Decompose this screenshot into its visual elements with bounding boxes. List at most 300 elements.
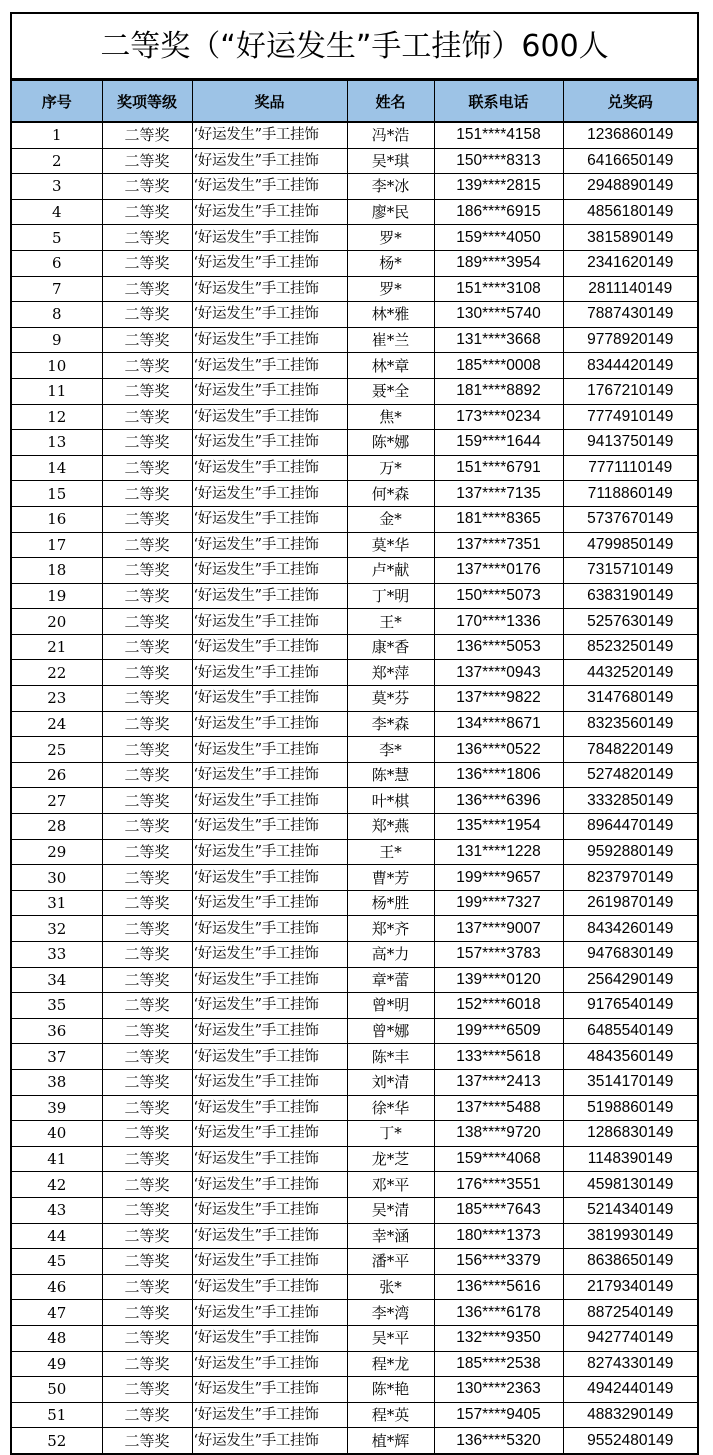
cell-index: 9 xyxy=(12,327,102,353)
cell-name: 曹*芳 xyxy=(347,865,434,891)
cell-index: 2 xyxy=(12,148,102,174)
cell-index: 10 xyxy=(12,353,102,379)
cell-index: 47 xyxy=(12,1300,102,1326)
cell-redeem-code: 5198860149 xyxy=(563,1095,697,1121)
table-row xyxy=(12,865,697,891)
cell-prize: ‘好运发生”手工挂饰 xyxy=(192,532,347,558)
cell-name: 陈*娜 xyxy=(347,430,434,456)
cell-redeem-code: 5257630149 xyxy=(563,609,697,635)
cell-index: 20 xyxy=(12,609,102,635)
cell-index: 5 xyxy=(12,225,102,251)
table-row xyxy=(12,506,697,532)
cell-prize-level: 二等奖 xyxy=(102,1377,192,1403)
table-row xyxy=(12,583,697,609)
cell-prize-level: 二等奖 xyxy=(102,481,192,507)
cell-redeem-code: 8344420149 xyxy=(563,353,697,379)
cell-prize: ‘好运发生”手工挂饰 xyxy=(192,1172,347,1198)
cell-prize: ‘好运发生”手工挂饰 xyxy=(192,250,347,276)
cell-phone: 134****8671 xyxy=(434,711,563,737)
cell-name: 冯*浩 xyxy=(347,122,434,148)
cell-redeem-code: 9552480149 xyxy=(563,1428,697,1453)
cell-redeem-code: 3332850149 xyxy=(563,788,697,814)
cell-redeem-code: 8872540149 xyxy=(563,1300,697,1326)
cell-prize-level: 二等奖 xyxy=(102,353,192,379)
cell-phone: 181****8892 xyxy=(434,378,563,404)
cell-index: 4 xyxy=(12,199,102,225)
cell-index: 14 xyxy=(12,455,102,481)
cell-name: 聂*全 xyxy=(347,378,434,404)
cell-prize-level: 二等奖 xyxy=(102,609,192,635)
cell-index: 45 xyxy=(12,1249,102,1275)
cell-prize: ‘好运发生”手工挂饰 xyxy=(192,634,347,660)
table-row xyxy=(12,1325,697,1351)
cell-redeem-code: 4856180149 xyxy=(563,199,697,225)
cell-phone: 186****6915 xyxy=(434,199,563,225)
cell-prize: ‘好运发生”手工挂饰 xyxy=(192,890,347,916)
cell-index: 24 xyxy=(12,711,102,737)
table-row xyxy=(12,1428,697,1453)
cell-name: 曾*明 xyxy=(347,993,434,1019)
cell-redeem-code: 4843560149 xyxy=(563,1044,697,1070)
cell-prize-level: 二等奖 xyxy=(102,378,192,404)
winner-table xyxy=(12,80,697,1453)
cell-name: 叶*棋 xyxy=(347,788,434,814)
table-row xyxy=(12,1377,697,1403)
cell-phone: 137****7135 xyxy=(434,481,563,507)
cell-redeem-code: 7887430149 xyxy=(563,302,697,328)
cell-prize-level: 二等奖 xyxy=(102,993,192,1019)
table-body xyxy=(12,122,697,1453)
cell-prize-level: 二等奖 xyxy=(102,532,192,558)
cell-prize-level: 二等奖 xyxy=(102,302,192,328)
cell-prize: ‘好运发生”手工挂饰 xyxy=(192,276,347,302)
cell-prize-level: 二等奖 xyxy=(102,634,192,660)
cell-name: 陈*丰 xyxy=(347,1044,434,1070)
cell-prize-level: 二等奖 xyxy=(102,1044,192,1070)
cell-redeem-code: 7774910149 xyxy=(563,404,697,430)
cell-redeem-code: 4942440149 xyxy=(563,1377,697,1403)
cell-redeem-code: 8434260149 xyxy=(563,916,697,942)
cell-prize: ‘好运发生”手工挂饰 xyxy=(192,916,347,942)
cell-redeem-code: 8638650149 xyxy=(563,1249,697,1275)
cell-prize: ‘好运发生”手工挂饰 xyxy=(192,686,347,712)
cell-redeem-code: 5737670149 xyxy=(563,506,697,532)
cell-prize-level: 二等奖 xyxy=(102,327,192,353)
cell-prize: ‘好运发生”手工挂饰 xyxy=(192,1018,347,1044)
cell-name: 廖*民 xyxy=(347,199,434,225)
cell-name: 陈*艳 xyxy=(347,1377,434,1403)
cell-prize-level: 二等奖 xyxy=(102,583,192,609)
table-row xyxy=(12,250,697,276)
cell-phone: 135****1954 xyxy=(434,814,563,840)
cell-redeem-code: 6485540149 xyxy=(563,1018,697,1044)
table-row xyxy=(12,814,697,840)
cell-prize: ‘好运发生”手工挂饰 xyxy=(192,327,347,353)
cell-prize: ‘好运发生”手工挂饰 xyxy=(192,993,347,1019)
cell-name: 罗* xyxy=(347,276,434,302)
cell-name: 杨*胜 xyxy=(347,890,434,916)
table-row xyxy=(12,711,697,737)
cell-name: 焦* xyxy=(347,404,434,430)
cell-prize: ‘好运发生”手工挂饰 xyxy=(192,1223,347,1249)
cell-prize: ‘好运发生”手工挂饰 xyxy=(192,660,347,686)
cell-index: 40 xyxy=(12,1121,102,1147)
cell-prize: ‘好运发生”手工挂饰 xyxy=(192,711,347,737)
cell-prize: ‘好运发生”手工挂饰 xyxy=(192,1249,347,1275)
cell-index: 1 xyxy=(12,122,102,148)
cell-redeem-code: 9778920149 xyxy=(563,327,697,353)
cell-phone: 181****8365 xyxy=(434,506,563,532)
cell-prize-level: 二等奖 xyxy=(102,916,192,942)
cell-prize-level: 二等奖 xyxy=(102,1402,192,1428)
cell-name: 龙*芝 xyxy=(347,1146,434,1172)
cell-name: 张* xyxy=(347,1274,434,1300)
cell-name: 曾*娜 xyxy=(347,1018,434,1044)
cell-name: 吴*平 xyxy=(347,1325,434,1351)
table-row xyxy=(12,404,697,430)
cell-name: 丁*明 xyxy=(347,583,434,609)
cell-redeem-code: 7771110149 xyxy=(563,455,697,481)
cell-phone: 159****4050 xyxy=(434,225,563,251)
cell-prize-level: 二等奖 xyxy=(102,839,192,865)
cell-phone: 131****1228 xyxy=(434,839,563,865)
cell-prize-level: 二等奖 xyxy=(102,814,192,840)
table-row xyxy=(12,276,697,302)
table-row xyxy=(12,839,697,865)
cell-phone: 152****6018 xyxy=(434,993,563,1019)
sheet-title: 二等奖（“好运发生”手工挂饰）600人 xyxy=(12,14,697,80)
cell-redeem-code: 3147680149 xyxy=(563,686,697,712)
cell-index: 11 xyxy=(12,378,102,404)
cell-prize: ‘好运发生”手工挂饰 xyxy=(192,174,347,200)
cell-redeem-code: 4883290149 xyxy=(563,1402,697,1428)
cell-prize-level: 二等奖 xyxy=(102,1300,192,1326)
cell-prize-level: 二等奖 xyxy=(102,1172,192,1198)
cell-phone: 157****9405 xyxy=(434,1402,563,1428)
cell-name: 潘*平 xyxy=(347,1249,434,1275)
cell-index: 17 xyxy=(12,532,102,558)
cell-prize: ‘好运发生”手工挂饰 xyxy=(192,404,347,430)
cell-redeem-code: 6416650149 xyxy=(563,148,697,174)
cell-redeem-code: 1767210149 xyxy=(563,378,697,404)
cell-name: 李*冰 xyxy=(347,174,434,200)
table-row xyxy=(12,762,697,788)
cell-prize-level: 二等奖 xyxy=(102,148,192,174)
cell-prize-level: 二等奖 xyxy=(102,865,192,891)
cell-redeem-code: 2179340149 xyxy=(563,1274,697,1300)
cell-prize-level: 二等奖 xyxy=(102,455,192,481)
table-row xyxy=(12,455,697,481)
cell-index: 33 xyxy=(12,942,102,968)
cell-index: 29 xyxy=(12,839,102,865)
table-row xyxy=(12,993,697,1019)
table-row xyxy=(12,532,697,558)
cell-phone: 138****9720 xyxy=(434,1121,563,1147)
cell-redeem-code: 2564290149 xyxy=(563,967,697,993)
cell-prize-level: 二等奖 xyxy=(102,1069,192,1095)
cell-prize: ‘好运发生”手工挂饰 xyxy=(192,1402,347,1428)
cell-phone: 131****3668 xyxy=(434,327,563,353)
cell-redeem-code: 8237970149 xyxy=(563,865,697,891)
cell-name: 郑*燕 xyxy=(347,814,434,840)
cell-redeem-code: 8274330149 xyxy=(563,1351,697,1377)
cell-phone: 185****7643 xyxy=(434,1197,563,1223)
cell-redeem-code: 2811140149 xyxy=(563,276,697,302)
cell-prize-level: 二等奖 xyxy=(102,1146,192,1172)
cell-prize-level: 二等奖 xyxy=(102,1018,192,1044)
cell-prize-level: 二等奖 xyxy=(102,430,192,456)
cell-prize: ‘好运发生”手工挂饰 xyxy=(192,481,347,507)
cell-prize: ‘好运发生”手工挂饰 xyxy=(192,814,347,840)
cell-phone: 137****5488 xyxy=(434,1095,563,1121)
table-row xyxy=(12,302,697,328)
cell-index: 42 xyxy=(12,1172,102,1198)
cell-prize-level: 二等奖 xyxy=(102,711,192,737)
cell-phone: 185****2538 xyxy=(434,1351,563,1377)
table-row xyxy=(12,942,697,968)
cell-prize: ‘好运发生”手工挂饰 xyxy=(192,609,347,635)
cell-redeem-code: 3815890149 xyxy=(563,225,697,251)
cell-phone: 136****5053 xyxy=(434,634,563,660)
table-row xyxy=(12,1351,697,1377)
cell-redeem-code: 4598130149 xyxy=(563,1172,697,1198)
cell-phone: 136****6178 xyxy=(434,1300,563,1326)
cell-prize-level: 二等奖 xyxy=(102,660,192,686)
cell-prize: ‘好运发生”手工挂饰 xyxy=(192,122,347,148)
cell-index: 23 xyxy=(12,686,102,712)
cell-phone: 137****2413 xyxy=(434,1069,563,1095)
table-row xyxy=(12,1274,697,1300)
cell-phone: 137****0176 xyxy=(434,558,563,584)
cell-phone: 170****1336 xyxy=(434,609,563,635)
cell-prize-level: 二等奖 xyxy=(102,1121,192,1147)
cell-index: 26 xyxy=(12,762,102,788)
table-row xyxy=(12,558,697,584)
cell-phone: 136****1806 xyxy=(434,762,563,788)
cell-index: 35 xyxy=(12,993,102,1019)
cell-name: 莫*华 xyxy=(347,532,434,558)
cell-prize-level: 二等奖 xyxy=(102,967,192,993)
cell-index: 7 xyxy=(12,276,102,302)
cell-phone: 137****9822 xyxy=(434,686,563,712)
cell-index: 16 xyxy=(12,506,102,532)
cell-redeem-code: 4432520149 xyxy=(563,660,697,686)
cell-redeem-code: 2948890149 xyxy=(563,174,697,200)
table-row xyxy=(12,1197,697,1223)
cell-index: 38 xyxy=(12,1069,102,1095)
cell-index: 34 xyxy=(12,967,102,993)
cell-redeem-code: 5274820149 xyxy=(563,762,697,788)
cell-prize: ‘好运发生”手工挂饰 xyxy=(192,558,347,584)
table-row xyxy=(12,890,697,916)
table-row xyxy=(12,481,697,507)
cell-phone: 137****7351 xyxy=(434,532,563,558)
cell-redeem-code: 5214340149 xyxy=(563,1197,697,1223)
cell-name: 幸*涵 xyxy=(347,1223,434,1249)
cell-name: 罗* xyxy=(347,225,434,251)
prize-winner-sheet xyxy=(10,12,699,1455)
table-row xyxy=(12,1402,697,1428)
cell-redeem-code: 7848220149 xyxy=(563,737,697,763)
cell-phone: 159****1644 xyxy=(434,430,563,456)
cell-index: 39 xyxy=(12,1095,102,1121)
cell-prize: ‘好运发生”手工挂饰 xyxy=(192,865,347,891)
cell-name: 郑*萍 xyxy=(347,660,434,686)
table-row xyxy=(12,199,697,225)
cell-name: 王* xyxy=(347,839,434,865)
cell-name: 林*章 xyxy=(347,353,434,379)
cell-prize-level: 二等奖 xyxy=(102,890,192,916)
cell-prize-level: 二等奖 xyxy=(102,558,192,584)
cell-name: 杨* xyxy=(347,250,434,276)
cell-name: 植*辉 xyxy=(347,1428,434,1453)
cell-name: 邓*平 xyxy=(347,1172,434,1198)
cell-index: 18 xyxy=(12,558,102,584)
cell-prize: ‘好运发生”手工挂饰 xyxy=(192,583,347,609)
cell-redeem-code: 9176540149 xyxy=(563,993,697,1019)
table-row xyxy=(12,122,697,148)
cell-redeem-code: 2619870149 xyxy=(563,890,697,916)
cell-prize-level: 二等奖 xyxy=(102,1223,192,1249)
cell-prize: ‘好运发生”手工挂饰 xyxy=(192,762,347,788)
cell-index: 44 xyxy=(12,1223,102,1249)
cell-phone: 133****5618 xyxy=(434,1044,563,1070)
cell-index: 25 xyxy=(12,737,102,763)
cell-phone: 139****2815 xyxy=(434,174,563,200)
cell-phone: 136****0522 xyxy=(434,737,563,763)
cell-phone: 150****5073 xyxy=(434,583,563,609)
table-row xyxy=(12,1018,697,1044)
cell-prize: ‘好运发生”手工挂饰 xyxy=(192,378,347,404)
cell-index: 15 xyxy=(12,481,102,507)
cell-name: 李* xyxy=(347,737,434,763)
cell-name: 李*湾 xyxy=(347,1300,434,1326)
cell-prize-level: 二等奖 xyxy=(102,1274,192,1300)
cell-name: 章*蕾 xyxy=(347,967,434,993)
table-row xyxy=(12,788,697,814)
cell-prize-level: 二等奖 xyxy=(102,122,192,148)
header-index: 序号 xyxy=(12,81,102,123)
cell-name: 程*英 xyxy=(347,1402,434,1428)
cell-prize: ‘好运发生”手工挂饰 xyxy=(192,430,347,456)
cell-index: 12 xyxy=(12,404,102,430)
cell-index: 31 xyxy=(12,890,102,916)
cell-prize: ‘好运发生”手工挂饰 xyxy=(192,1377,347,1403)
cell-index: 13 xyxy=(12,430,102,456)
cell-redeem-code: 8523250149 xyxy=(563,634,697,660)
cell-prize: ‘好运发生”手工挂饰 xyxy=(192,1121,347,1147)
table-row xyxy=(12,1223,697,1249)
table-row xyxy=(12,1095,697,1121)
cell-phone: 136****5616 xyxy=(434,1274,563,1300)
cell-prize: ‘好运发生”手工挂饰 xyxy=(192,1428,347,1453)
cell-prize-level: 二等奖 xyxy=(102,1428,192,1453)
table-row xyxy=(12,609,697,635)
cell-phone: 156****3379 xyxy=(434,1249,563,1275)
cell-name: 莫*芬 xyxy=(347,686,434,712)
table-row xyxy=(12,1172,697,1198)
cell-name: 丁* xyxy=(347,1121,434,1147)
cell-redeem-code: 7315710149 xyxy=(563,558,697,584)
cell-redeem-code: 9476830149 xyxy=(563,942,697,968)
table-row xyxy=(12,327,697,353)
cell-index: 52 xyxy=(12,1428,102,1453)
cell-name: 刘*清 xyxy=(347,1069,434,1095)
cell-name: 卢*献 xyxy=(347,558,434,584)
cell-prize-level: 二等奖 xyxy=(102,1325,192,1351)
cell-prize-level: 二等奖 xyxy=(102,506,192,532)
table-row xyxy=(12,1146,697,1172)
cell-prize: ‘好运发生”手工挂饰 xyxy=(192,942,347,968)
cell-redeem-code: 3819930149 xyxy=(563,1223,697,1249)
cell-redeem-code: 1148390149 xyxy=(563,1146,697,1172)
cell-name: 林*雅 xyxy=(347,302,434,328)
cell-phone: 189****3954 xyxy=(434,250,563,276)
cell-prize: ‘好运发生”手工挂饰 xyxy=(192,1069,347,1095)
cell-phone: 199****6509 xyxy=(434,1018,563,1044)
cell-prize: ‘好运发生”手工挂饰 xyxy=(192,788,347,814)
cell-name: 王* xyxy=(347,609,434,635)
cell-name: 万* xyxy=(347,455,434,481)
cell-index: 51 xyxy=(12,1402,102,1428)
table-row xyxy=(12,225,697,251)
cell-redeem-code: 1236860149 xyxy=(563,122,697,148)
cell-name: 陈*慧 xyxy=(347,762,434,788)
header-name: 姓名 xyxy=(347,81,434,123)
cell-redeem-code: 6383190149 xyxy=(563,583,697,609)
cell-prize-level: 二等奖 xyxy=(102,737,192,763)
cell-phone: 139****0120 xyxy=(434,967,563,993)
table-row xyxy=(12,378,697,404)
cell-phone: 137****9007 xyxy=(434,916,563,942)
cell-prize: ‘好运发生”手工挂饰 xyxy=(192,839,347,865)
cell-index: 28 xyxy=(12,814,102,840)
cell-phone: 199****9657 xyxy=(434,865,563,891)
cell-phone: 185****0008 xyxy=(434,353,563,379)
cell-name: 吴*清 xyxy=(347,1197,434,1223)
cell-prize: ‘好运发生”手工挂饰 xyxy=(192,1197,347,1223)
cell-prize: ‘好运发生”手工挂饰 xyxy=(192,302,347,328)
cell-index: 46 xyxy=(12,1274,102,1300)
cell-prize-level: 二等奖 xyxy=(102,225,192,251)
cell-prize: ‘好运发生”手工挂饰 xyxy=(192,1044,347,1070)
header-prize-level: 奖项等级 xyxy=(102,81,192,123)
cell-index: 32 xyxy=(12,916,102,942)
table-row xyxy=(12,686,697,712)
header-prize: 奖品 xyxy=(192,81,347,123)
cell-redeem-code: 7118860149 xyxy=(563,481,697,507)
cell-prize-level: 二等奖 xyxy=(102,1249,192,1275)
cell-prize: ‘好运发生”手工挂饰 xyxy=(192,1351,347,1377)
cell-name: 金* xyxy=(347,506,434,532)
cell-phone: 151****3108 xyxy=(434,276,563,302)
cell-prize: ‘好运发生”手工挂饰 xyxy=(192,455,347,481)
cell-index: 6 xyxy=(12,250,102,276)
cell-prize-level: 二等奖 xyxy=(102,250,192,276)
cell-name: 郑*齐 xyxy=(347,916,434,942)
cell-prize-level: 二等奖 xyxy=(102,762,192,788)
cell-phone: 151****4158 xyxy=(434,122,563,148)
cell-prize-level: 二等奖 xyxy=(102,1351,192,1377)
cell-index: 27 xyxy=(12,788,102,814)
cell-prize-level: 二等奖 xyxy=(102,1197,192,1223)
table-row xyxy=(12,1044,697,1070)
table-row xyxy=(12,430,697,456)
table-row xyxy=(12,916,697,942)
table-row xyxy=(12,1069,697,1095)
cell-name: 康*香 xyxy=(347,634,434,660)
cell-prize-level: 二等奖 xyxy=(102,942,192,968)
